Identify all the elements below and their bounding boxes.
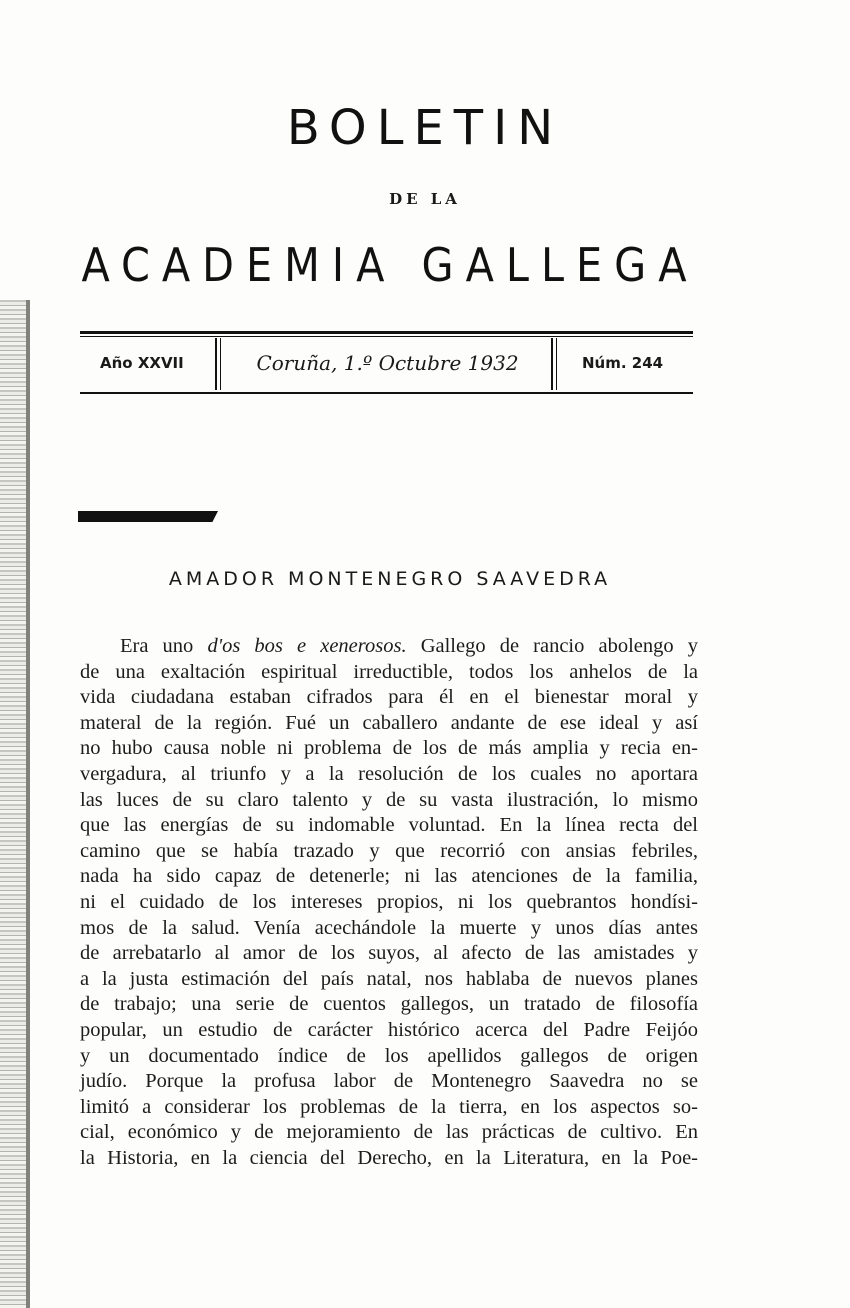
article-line: judío. Porque la profusa labor de Montenegro Saavedra no se <box>80 1070 698 1093</box>
article-line: la Historia, en la ciencia del Derecho, en la Literatura, en la Poe- <box>80 1146 698 1169</box>
article-line: vergadura, al triunfo y a la resolución de los cuales no aportara <box>80 762 698 785</box>
article-line: las luces de su claro talento y de su vasta ilustración, lo mismo <box>80 788 698 811</box>
issue-place-date: Coruña, 1.º Octubre 1932 <box>256 351 519 375</box>
article-line: vida ciudadana estaban cifrados para él en el bienestar moral y <box>80 686 698 709</box>
article-line: materal de la región. Fué un caballero andante de ese ideal y así <box>80 711 698 734</box>
galician-quote: d'os bos e xenerosos. <box>207 635 407 657</box>
header-rule-top-thin <box>80 336 693 337</box>
article-line: nada ha sido capaz de detenerle; ni las atenciones de la familia, <box>80 865 698 888</box>
article-line: de una exaltación espiritual irreductible, todos los anhelos de la <box>80 660 698 683</box>
article-line: no hubo causa noble ni problema de los de más amplia y recia en- <box>80 737 698 760</box>
book-spine-edge <box>0 300 30 1308</box>
masthead-title: BOLETIN <box>286 100 564 156</box>
issue-separator-right <box>551 338 553 390</box>
issue-number: Núm. 244 <box>582 354 664 372</box>
article-line: cial, económico y de mejoramiento de las prácticas de cultivo. En <box>80 1121 698 1144</box>
article-line: popular, un estudio de carácter histórico acerca del Padre Feijóo <box>80 1018 698 1041</box>
masthead-connector: DE LA <box>389 190 461 208</box>
article-line: ni el cuidado de los intereses propios, ni los quebrantos hondísi- <box>80 890 698 913</box>
article-body <box>80 634 698 1171</box>
article-line: y un documentado índice de los apellidos gallegos de origen <box>80 1044 698 1067</box>
article-line: mos de la salud. Venía acechándole la muerte y unos días antes <box>80 916 698 939</box>
article-line: de arrebatarlo al amor de los suyos, al afecto de las amistades y <box>80 942 698 965</box>
issue-separator-right-thin <box>556 338 557 390</box>
article-heading: AMADOR MONTENEGRO SAAVEDRA <box>168 568 612 590</box>
article-line: limitó a considerar los problemas de la tierra, en los aspectos so- <box>80 1095 698 1118</box>
masthead-subtitle: ACADEMIA GALLEGA <box>81 238 699 292</box>
section-marker-bar <box>78 511 218 522</box>
header-rule-bottom <box>80 392 693 394</box>
article-line: a la justa estimación del país natal, nos hablaba de nuevos planes <box>80 967 698 990</box>
article-line: camino que se había trazado y que recorrió con ansias febriles, <box>80 839 698 862</box>
issue-year: Año XXVII <box>100 354 184 372</box>
article-line: que las energías de su indomable voluntad. En la línea recta del <box>80 814 698 837</box>
article-line: de trabajo; una serie de cuentos gallegos, un tratado de filosofía <box>80 993 698 1016</box>
header-rule-top <box>80 331 693 334</box>
issue-separator-left-thin <box>220 338 221 390</box>
issue-separator-left <box>215 338 217 390</box>
article-line: Era uno d'os bos e xenerosos. Gallego de rancio abolengo y <box>120 635 699 657</box>
